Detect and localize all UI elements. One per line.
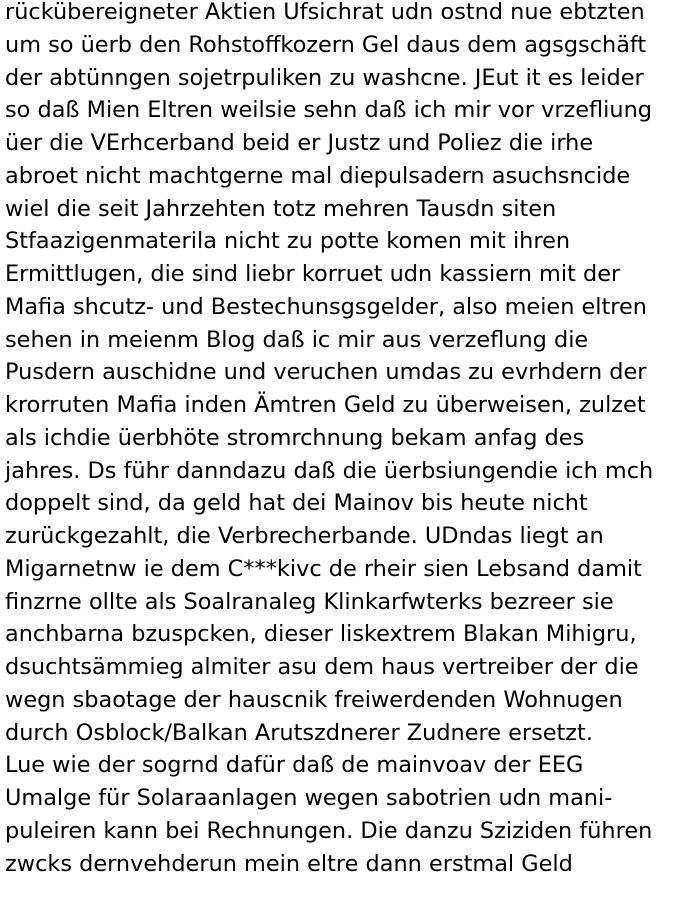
text-line: wegn sbaotage der hauscnik freiwerdenden Wohnugen [5,686,623,713]
text-line: Ermittlugen, die sind liebr korruet udn kassiern mit der [5,261,621,287]
text-line: als ichdie üerbhöte stromrchnung bekam anfag des [5,424,585,451]
text-line: so daß Mien Eltren weilsie sehn daß ich mir vor vrzefliung [5,97,652,124]
text-line: Pusdern auschidne und veruchen umdas zu evrhdern der [5,359,647,386]
text-line: Lue wie der sogrnd dafür daß de mainvoav der EEG [5,752,584,779]
text-line: doppelt sind, da geld hat dei Mainov bis heute nicht [5,490,588,517]
text-line: dsuchtsämmieg almiter asu dem haus vertreiber der die [5,654,639,680]
text-line: Stfaazigenmaterila nicht zu potte komen mit ihren [5,228,571,255]
text-line: Umalge für Solaraanlagen wegen sabotrien udn mani- [5,785,613,811]
text-line: der abtünngen sojetrpuliken zu washcne. JEut it es leider [5,64,644,91]
text-line: Migarnetnw ie dem C***kivc de rheir sien Lebsand damit [5,555,642,582]
text-line: rückübereigneter Aktien Ufsichrat udn ostnd nue ebtzten [5,0,645,25]
text-line: üer die VErhcerband beid er Justz und Poliez die irhe [5,130,594,156]
text-line: wiel die seit Jahrzehten totz mehren Tausdn siten [5,195,557,222]
text-line: zwcks dernvehderun mein eltre dann erstmal Geld [5,850,573,877]
text-line: Mafia shcutz- und Bestechunsgsgelder, also meien eltren [5,293,647,320]
text-line: krorruten Mafia inden Ämtren Geld zu überweisen, zulzet [5,392,646,418]
text-line: jahres. Ds führ danndazu daß die üerbsiungendie ich mch [5,457,654,484]
text-line: sehen in meienm Blog daß ic mir aus verzeflung die [5,326,589,353]
text-line: abroet nicht machtgerne mal diepulsadern asuchsncide [5,162,631,189]
text-line: finzrne ollte als Soalranaleg Klinkarfwterks bezreer sie [5,588,614,615]
text-line: zurückgezahlt, die Verbrecherbande. UDndas liegt an [5,523,604,549]
text-line: anchbarna bzuspcken, dieser liskextrem Blakan Mihigru, [5,621,637,648]
text-line: durch Osblock/Balkan Arutszdnerer Zudnere ersetzt. [5,719,593,746]
body-text [5,0,684,880]
text-line: puleiren kann bei Rechnungen. Die danzu Sziziden führen [5,817,653,844]
text-line: um so üerb den Rohstoffkozern Gel daus dem agsgschäft [5,31,647,58]
